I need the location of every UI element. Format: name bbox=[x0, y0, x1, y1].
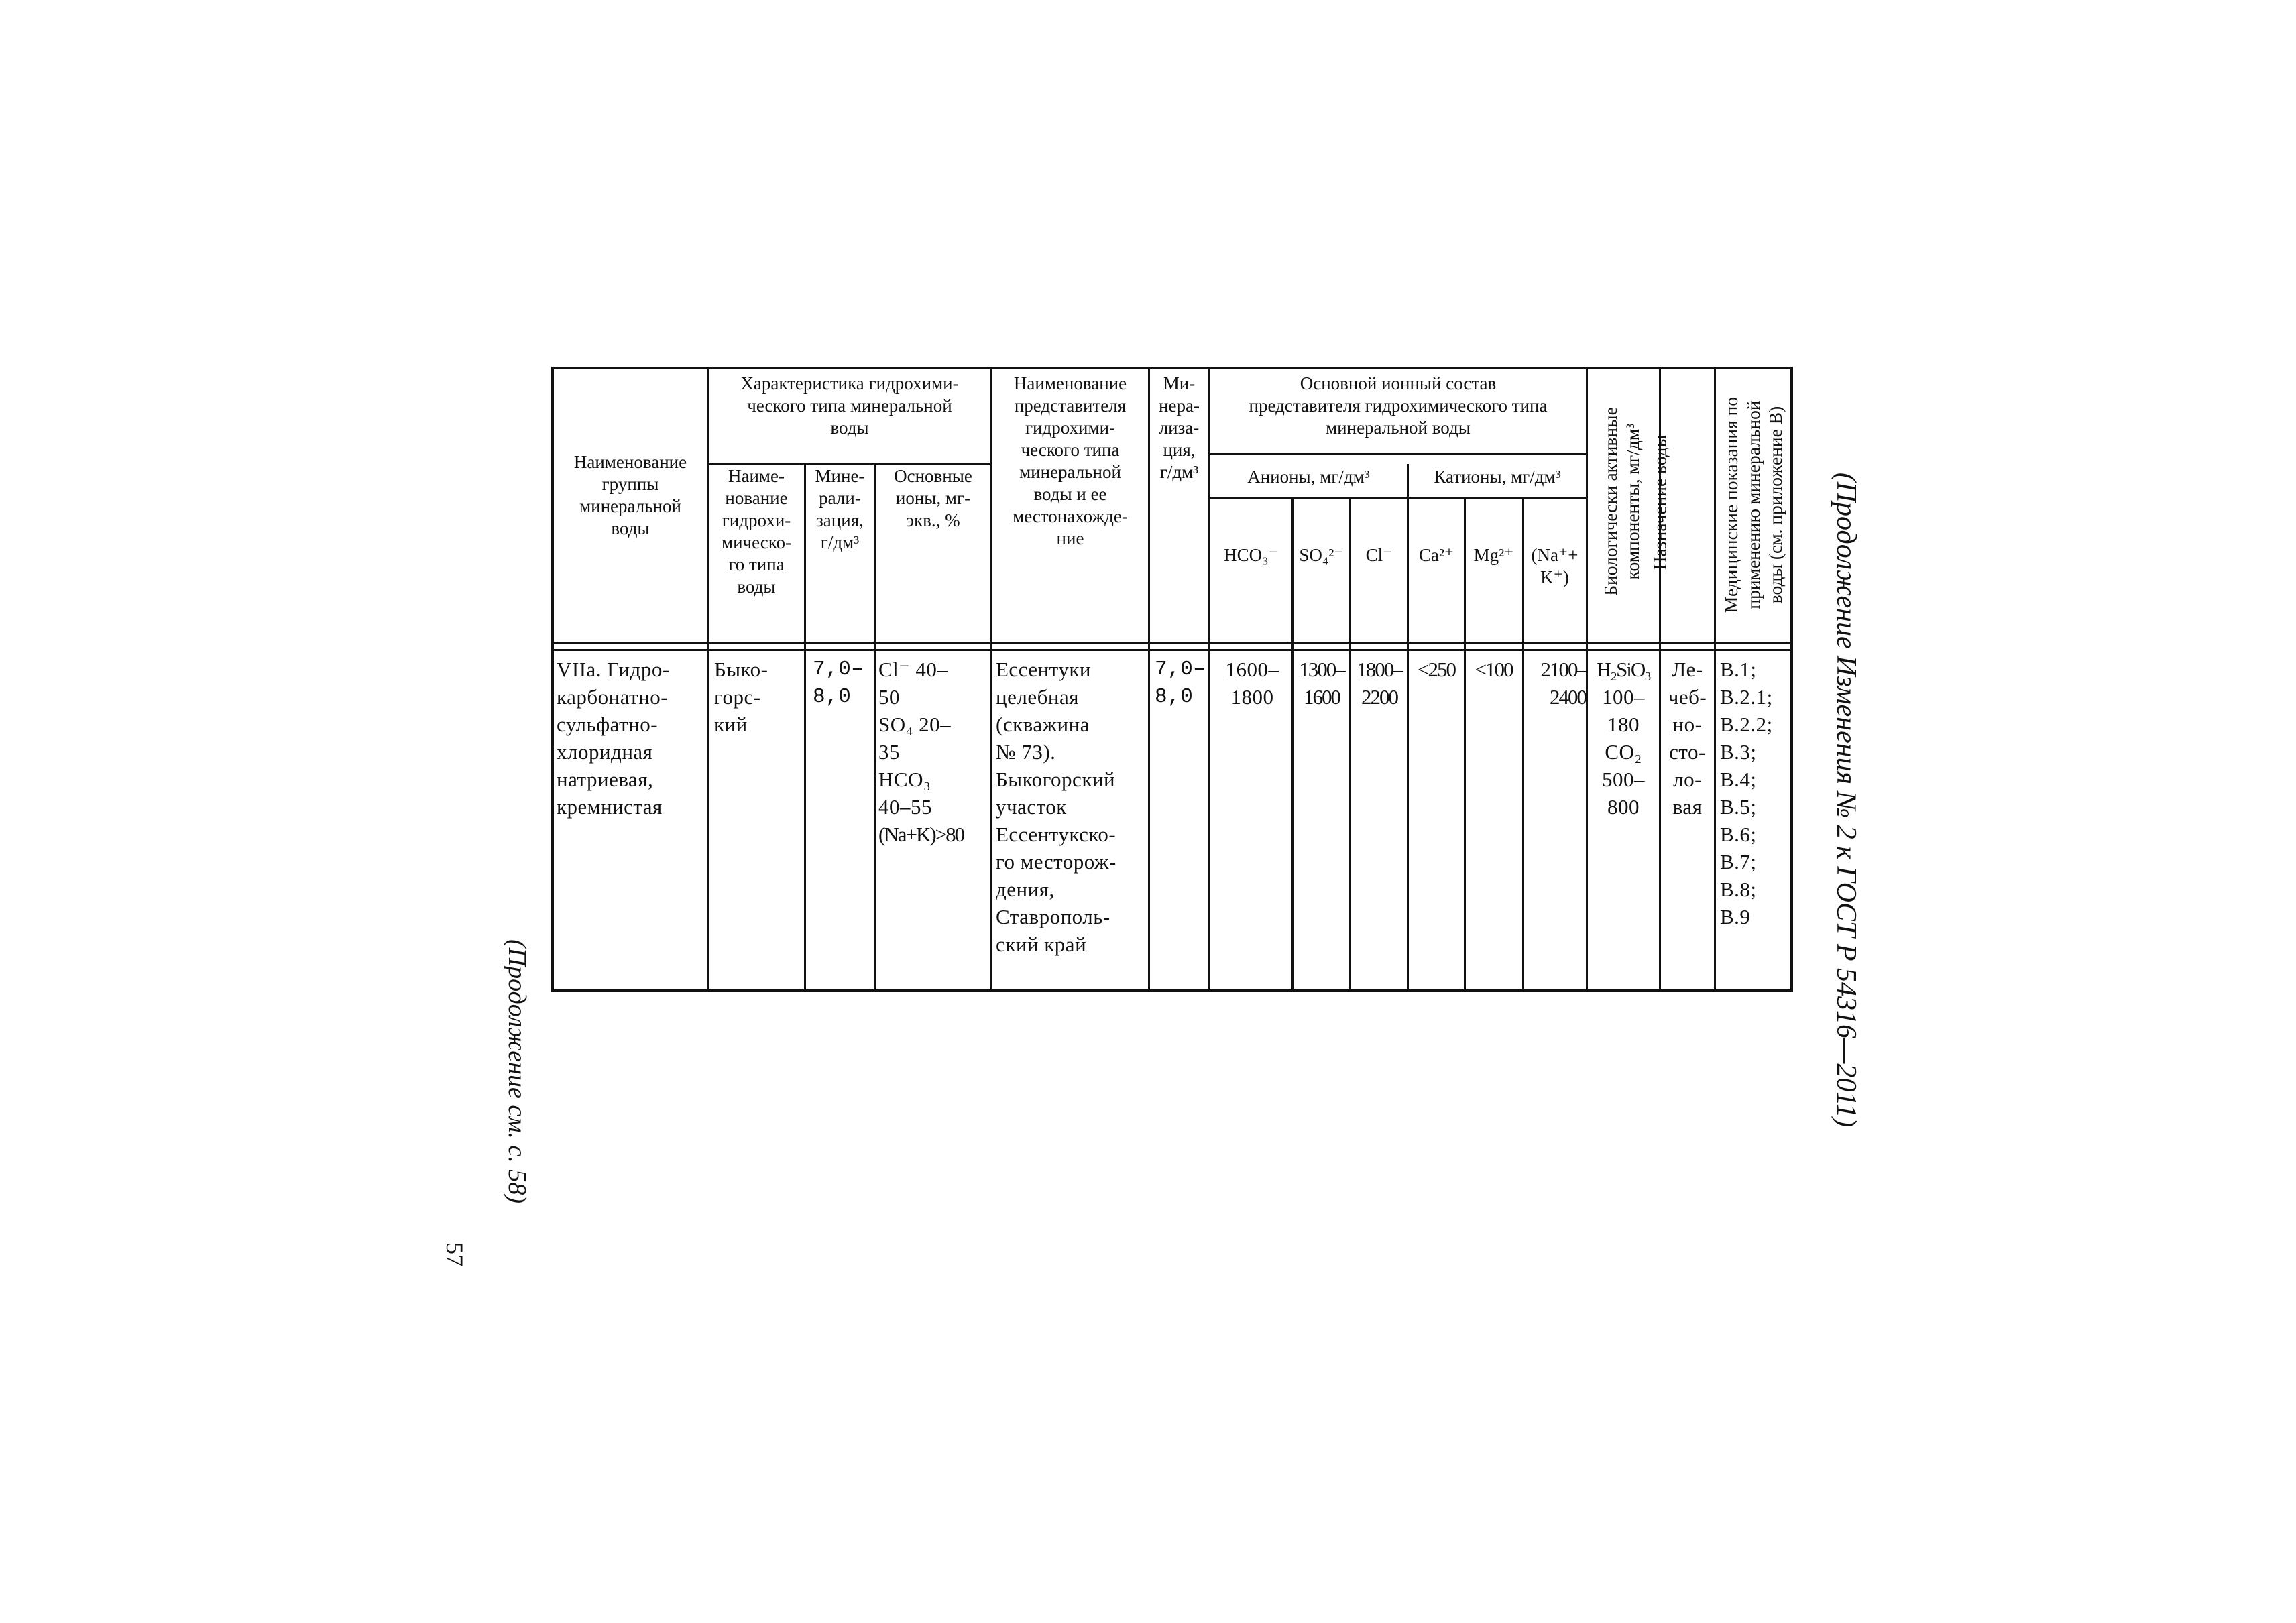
hdr-cations: Катионы, мг/дм³ bbox=[1434, 467, 1561, 487]
right-margin-caption: (Продолжение Изменения № 2 к ГОСТ Р 54316—2011) bbox=[1831, 472, 1861, 1128]
hdr-mineralization: Ми- нера- лиза- ция, г/дм³ bbox=[1159, 373, 1200, 482]
cell-na-k: 2100– 2400 bbox=[1540, 658, 1586, 709]
row-rule-sub2 bbox=[1208, 453, 1586, 455]
cell-mineralization: 7,0– 8,0 bbox=[1155, 658, 1206, 709]
col-rule-6 bbox=[1208, 367, 1210, 992]
col-rule-9 bbox=[1407, 464, 1409, 992]
cell-main-ions: Cl⁻ 40– 50 SO₄ 20– 35 HCO₃ 40–55 (Na+K)>80 bbox=[878, 658, 964, 846]
cell-hco3: 1600– 1800 bbox=[1225, 658, 1279, 709]
page-number: 57 bbox=[441, 1242, 468, 1266]
col-rule-3 bbox=[874, 464, 876, 992]
hdr-purpose: Назначение воды bbox=[1649, 434, 1670, 570]
row-rule-sub1 bbox=[707, 463, 990, 465]
hdr-medical: Медицинские показания по применению минеральной воды (см. приложение В) bbox=[1721, 396, 1786, 613]
hdr-type-name: Наиме- нование гидрохи- мическо- го типа воды bbox=[722, 466, 791, 597]
header-rule-b bbox=[551, 649, 1793, 651]
hdr-cl: Cl⁻ bbox=[1365, 545, 1393, 565]
col-rule-10 bbox=[1464, 498, 1466, 992]
hdr-na-k: (Na⁺+ K⁺) bbox=[1531, 545, 1578, 587]
hdr-bio-active: Биологически активные компоненты, мг/дм³ bbox=[1600, 407, 1643, 596]
hdr-group-name: Наименование группы минеральной воды bbox=[573, 452, 687, 538]
hdr-representative: Наименование представителя гидрохими- ческого типа минеральной воды и ее местонахожде- ние bbox=[1013, 373, 1128, 548]
hdr-anions: Анионы, мг/дм³ bbox=[1247, 467, 1370, 487]
left-margin-caption: (Продолжение см. с. 58) bbox=[503, 939, 531, 1203]
cell-representative: Ессентуки целебная (скважина № 73). Быкогорский участок Ессентукско- го месторож- дения, Ставрополь- ский край bbox=[996, 658, 1116, 956]
cell-medical: В.1; В.2.1; В.2.2; В.3; В.4; В.5; В.6; В.7; В.8; В.9 bbox=[1720, 658, 1773, 928]
cell-bio-active: H₂SiO₃ 100– 180 CO₂ 500– 800 bbox=[1596, 658, 1651, 819]
hdr-so4: SO₄²⁻ bbox=[1299, 545, 1344, 565]
cell-purpose: Ле- чеб- но- сто- ло- вая bbox=[1668, 658, 1707, 819]
hdr-ion-composition: Основной ионный состав представителя гидрохимического типа минеральной воды bbox=[1249, 373, 1548, 438]
cell-so4: 1300– 1600 bbox=[1299, 658, 1344, 709]
cell-group-name: VIIа. Гидро- карбонатно- сульфатно- хлоридная натриевая, кремнистая bbox=[557, 658, 670, 819]
col-rule-1 bbox=[707, 367, 709, 992]
hdr-mg: Mg²⁺ bbox=[1473, 545, 1514, 565]
hdr-main-ions: Основные ионы, мг- экв., % bbox=[894, 466, 972, 530]
hdr-ca: Ca²⁺ bbox=[1418, 545, 1454, 565]
cell-cl: 1800– 2200 bbox=[1357, 658, 1402, 709]
col-rule-14 bbox=[1714, 367, 1716, 992]
col-rule-7 bbox=[1292, 498, 1294, 992]
hdr-type-mineralization: Мине- рали- зация, г/дм³ bbox=[815, 466, 865, 552]
hdr-hco3: HCO₃⁻ bbox=[1224, 545, 1278, 565]
col-rule-8 bbox=[1349, 498, 1351, 992]
header-rule-a bbox=[551, 642, 1793, 644]
cell-type-mineralization: 7,0– 8,0 bbox=[813, 658, 864, 709]
hdr-hydro-characteristic: Характеристика гидрохими- ческого типа минеральной воды bbox=[740, 373, 959, 438]
cell-mg: <100 bbox=[1475, 658, 1513, 681]
cell-ca: <250 bbox=[1418, 658, 1455, 681]
row-rule-sub3 bbox=[1208, 497, 1586, 499]
cell-type-name: Быко- горс- кий bbox=[714, 658, 768, 736]
